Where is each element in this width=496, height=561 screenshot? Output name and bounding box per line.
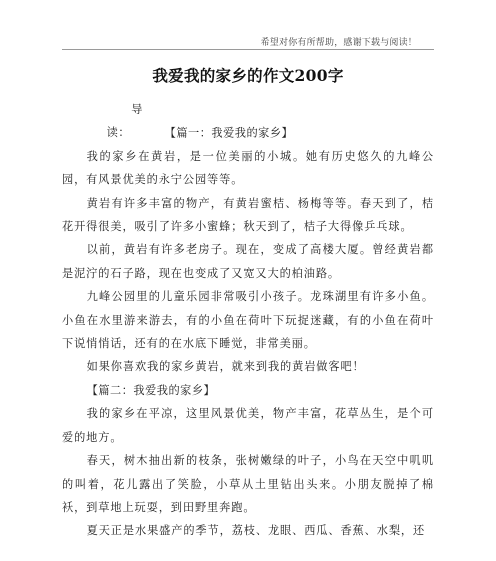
paragraph: 如果你喜欢我的家乡黄岩，就来到我的黄岩做客吧！ [86,360,365,374]
document-body [62,98,434,543]
paragraph: 春天，树木抽出新的枝条，张树嫩绿的叶子，小鸟在天空中叽叽的叫着，花儿露出了笑脸，小草从土里钻出头来。小朋友脱掉了棉袄，到草地上玩耍，到田野里奔跑。 [62,454,434,514]
header-divider [62,49,434,50]
paragraph: 我的家乡在黄岩，是一位美丽的小城。她有历史悠久的九峰公园，有风景优美的永宁公园等等。 [62,149,434,187]
guide-label: 导读： [106,103,143,140]
paragraph: 我的家乡在平凉，这里风景优美，物产丰富，花草丛生，是个可爱的地方。 [62,407,434,444]
guide-row [62,98,434,145]
paragraph: 九峰公园里的儿童乐园非常吸引小孩子。龙珠湖里有许多小鱼。小鱼在水里游来游去，有的小鱼在荷叶下玩捉迷藏，有的小鱼在荷叶下说悄悄话，还有的在水底下睡觉，非常美丽。 [62,290,434,351]
paragraph: 以前，黄岩有许多老房子。现在，变成了高楼大厦。曾经黄岩都是泥泞的石子路，现在也变成了又宽又大的柏油路。 [62,243,434,280]
paragraph: 夏天正是水果盛产的季节，荔枝、龙眼、西瓜、香蕉、水梨，还 [86,524,426,538]
section-2-title: 【篇二：我爱我的家乡】 [86,383,216,397]
paragraph: 黄岩有许多丰富的物产，有黄岩蜜桔、杨梅等等。春天到了，桔花开得很美，吸引了许多小蜜蜂；秋天到了，桔子大得像乒乓球。 [62,196,434,234]
document-title: 我爱我的家乡的作文200字 [152,66,344,85]
header-note: 希望对你有所帮助，感谢下载与阅读！ [260,38,417,48]
section-1-title: 【篇一：我爱我的家乡】 [164,126,294,140]
